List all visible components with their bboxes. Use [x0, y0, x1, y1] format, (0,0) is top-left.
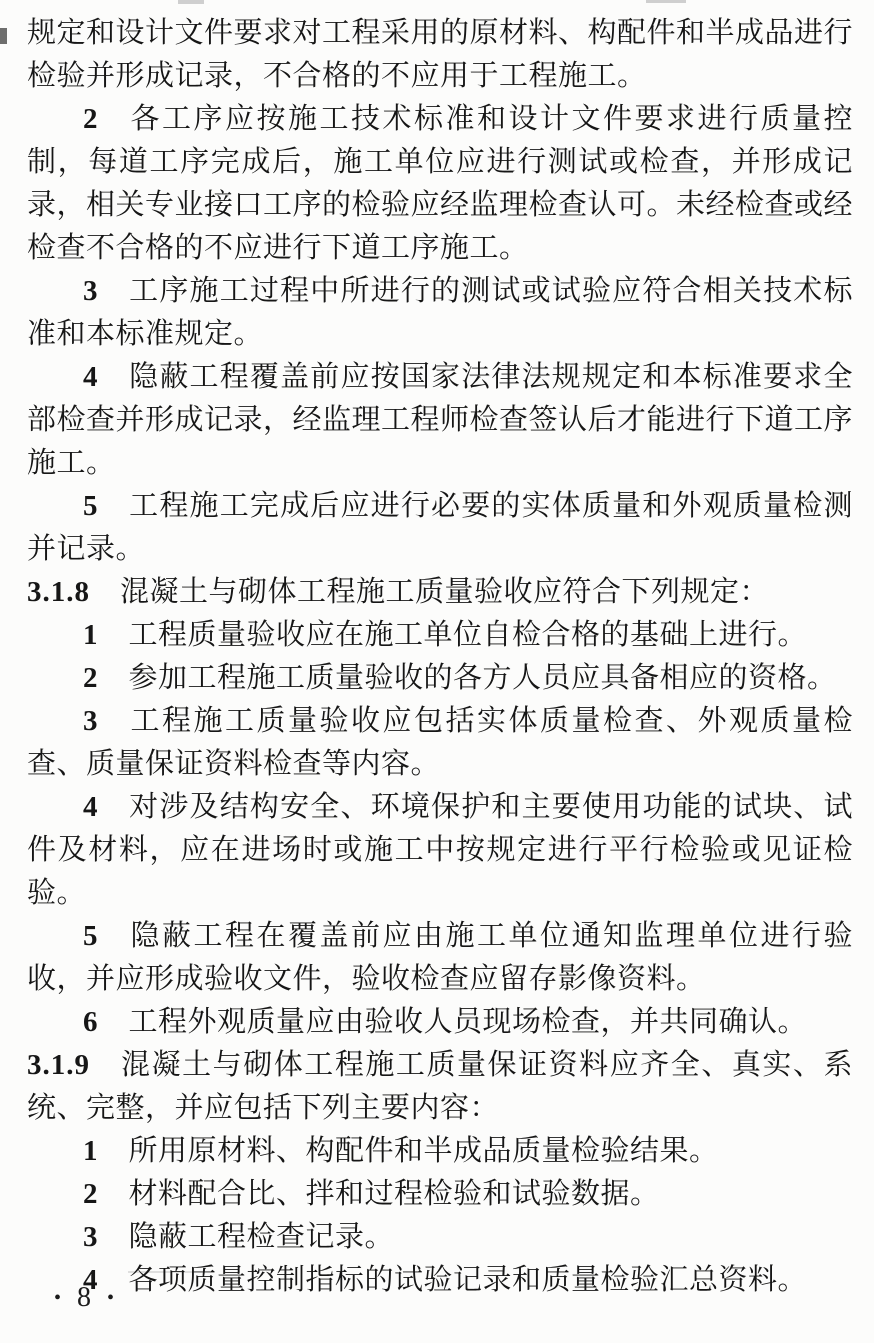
item-number: 4	[83, 361, 99, 393]
paragraph-text: 材料配合比、拌和过程检验和试验数据。	[128, 1178, 660, 1210]
document-body	[27, 12, 853, 1302]
item-number: 2	[83, 1178, 99, 1210]
paragraph-text: 工程质量验收应在施工单位自检合格的基础上进行。	[128, 619, 808, 651]
item-number: 3	[83, 705, 99, 737]
numbered-item-paragraph	[27, 1173, 853, 1216]
paragraph-text: 规定和设计文件要求对工程采用的原材料、构配件和半成品进行检验并形成记录，不合格的不应用于工程施工。	[27, 17, 854, 92]
paragraph-text: 对涉及结构安全、环境保护和主要使用功能的试块、试件及材料，应在进场时或施工中按规定进行平行检验或见证检验。	[27, 791, 853, 909]
numbered-item-paragraph	[27, 1259, 853, 1302]
item-number: 6	[83, 1006, 99, 1038]
item-number: 5	[83, 490, 99, 522]
paragraph-text: 各项质量控制指标的试验记录和质量检验汇总资料。	[128, 1264, 808, 1296]
item-number: 1	[83, 1135, 99, 1167]
scan-streak	[646, 0, 686, 3]
item-number: 4	[83, 1264, 99, 1296]
paragraph-text: 各工序应按施工技术标准和设计文件要求进行质量控制，每道工序完成后，施工单位应进行测试或检查，并形成记录，相关专业接口工序的检验应经监理检查认可。未经检查或经检查不合格的不应进行下道工序施工。	[27, 103, 854, 264]
paragraph-text: 隐蔽工程在覆盖前应由施工单位通知监理单位进行验收，并应形成验收文件，验收检查应留存影像资料。	[27, 920, 853, 995]
item-number: 1	[83, 619, 99, 651]
item-number: 2	[83, 662, 99, 694]
paragraph-text: 工程外观质量应由验收人员现场检查，并共同确认。	[128, 1006, 808, 1038]
clause-paragraph	[27, 571, 853, 614]
numbered-item-paragraph	[27, 657, 853, 700]
item-number: 3	[83, 275, 99, 307]
numbered-item-paragraph	[27, 485, 853, 571]
paragraph-text: 隐蔽工程检查记录。	[128, 1221, 395, 1253]
paragraph-text: 所用原材料、构配件和半成品质量检验结果。	[128, 1135, 719, 1167]
item-number: 3	[83, 1221, 99, 1253]
scan-speck	[0, 28, 7, 44]
footer-left-dot: •	[54, 1287, 62, 1309]
numbered-item-paragraph	[27, 98, 853, 270]
paragraph-text: 混凝土与砌体工程施工质量验收应符合下列规定：	[120, 576, 770, 608]
paragraph-text: 混凝土与砌体工程施工质量保证资料应齐全、真实、系统、完整，并应包括下列主要内容：	[27, 1049, 853, 1124]
clause-number: 3.1.9	[27, 1049, 90, 1081]
numbered-item-paragraph	[27, 614, 853, 657]
numbered-item-paragraph	[27, 270, 853, 356]
numbered-item-paragraph	[27, 786, 853, 915]
item-number: 4	[83, 791, 99, 823]
paragraph-text: 隐蔽工程覆盖前应按国家法律法规规定和本标准要求全部检查并形成记录，经监理工程师检查签认后才能进行下道工序施工。	[27, 361, 854, 479]
numbered-item-paragraph	[27, 1216, 853, 1259]
paragraph-text: 工程施工质量验收应包括实体质量检查、外观质量检查、质量保证资料检查等内容。	[27, 705, 853, 780]
footer-right-dot: •	[107, 1287, 115, 1309]
paragraph-text: 工程施工完成后应进行必要的实体质量和外观质量检测并记录。	[27, 490, 853, 565]
scan-streak	[178, 0, 204, 4]
clause-number: 3.1.8	[27, 576, 90, 608]
page-number: 8	[77, 1282, 92, 1313]
page-footer	[54, 1282, 114, 1314]
item-number: 5	[83, 920, 99, 952]
numbered-item-paragraph	[27, 356, 853, 485]
paragraph-text: 参加工程施工质量验收的各方人员应具备相应的资格。	[128, 662, 837, 694]
numbered-item-paragraph	[27, 1001, 853, 1044]
clause-paragraph	[27, 1044, 853, 1130]
numbered-item-paragraph	[27, 700, 853, 786]
numbered-item-paragraph	[27, 915, 853, 1001]
paragraph-text: 工序施工过程中所进行的测试或试验应符合相关技术标准和本标准规定。	[27, 275, 853, 350]
item-number: 2	[83, 103, 99, 135]
numbered-item-paragraph	[27, 1130, 853, 1173]
body-paragraph	[27, 12, 853, 98]
